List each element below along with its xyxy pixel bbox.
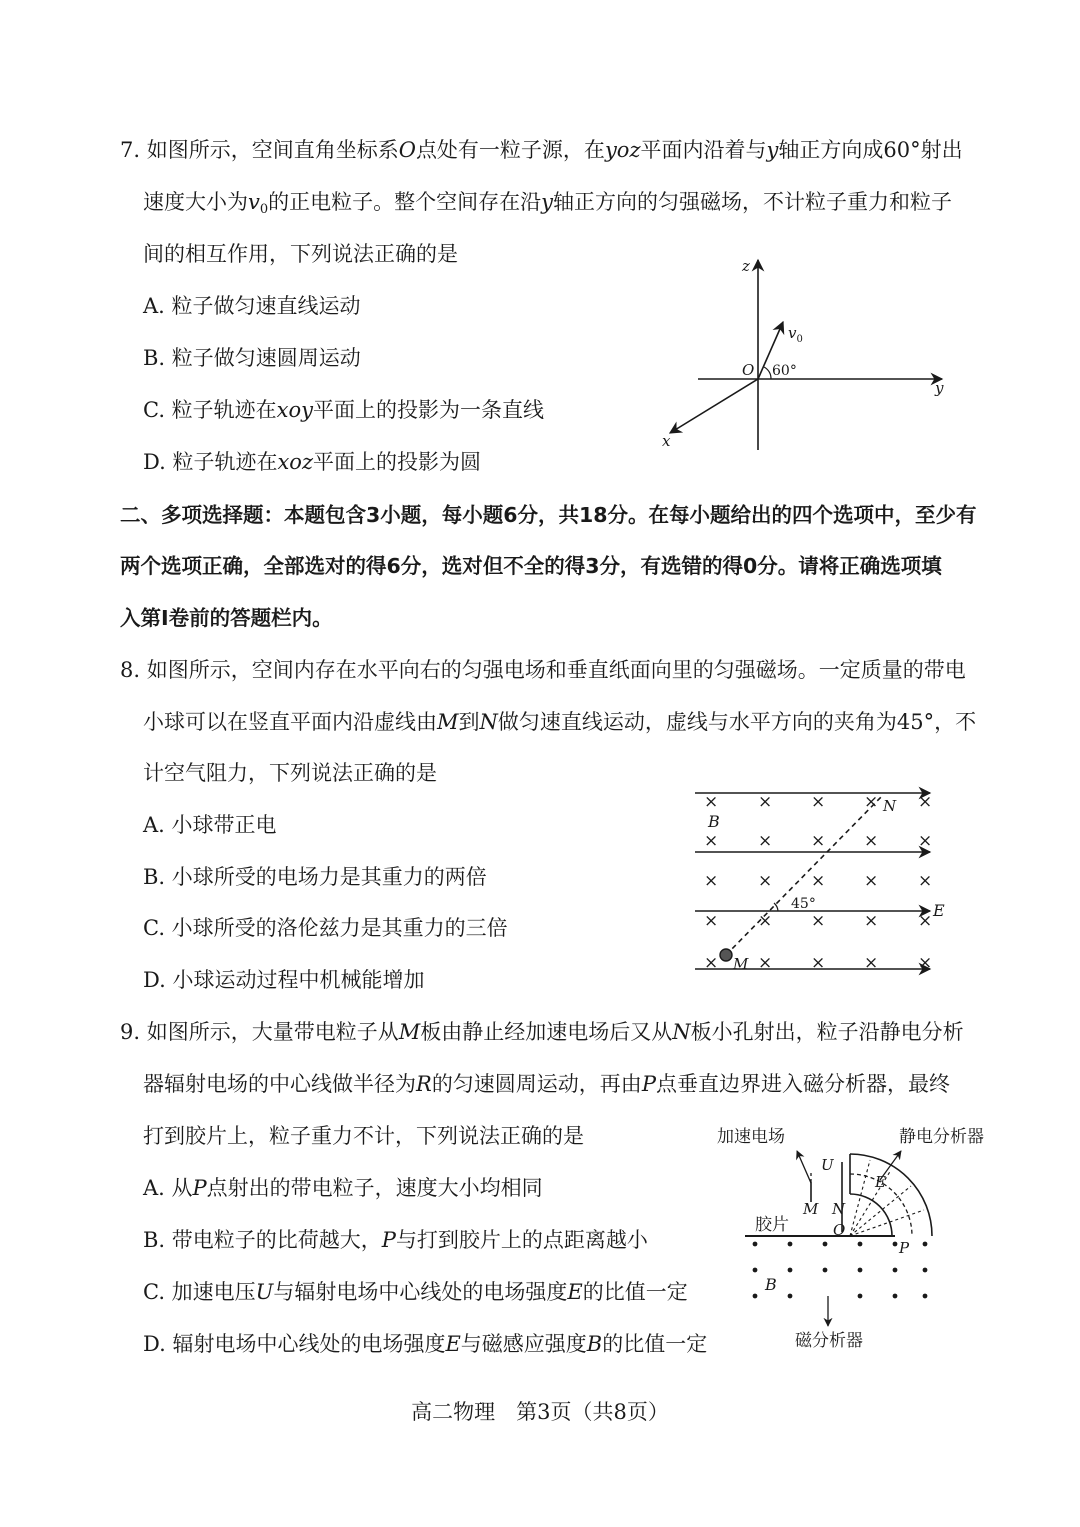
p-label: P	[899, 1239, 910, 1257]
accelerating-field-label: 加速电场	[717, 1127, 785, 1147]
q7-option-a: A. 粒子做匀速直线运动	[143, 294, 361, 318]
x-axis	[670, 379, 758, 433]
cross: ×	[758, 953, 773, 973]
cross: ×	[704, 831, 719, 851]
q9-option-a: A. 从P点射出的带电粒子，速度大小均相同	[143, 1176, 543, 1200]
q9-line-2: 器辐射电场的中心线做半径为R的匀速圆周运动，再由P点垂直边界进入磁分析器，最终	[143, 1072, 950, 1096]
y-label: y	[935, 379, 944, 397]
section2-line-2: 两个选项正确，全部选对的得6分，选对但不全的得3分，有选错的得0分。请将正确选项填	[120, 554, 942, 578]
q8-field-figure	[690, 780, 960, 980]
cross: ×	[811, 831, 826, 851]
q7-line-1: 7. 如图所示，空间直角坐标系O点处有一粒子源，在yoz平面内沿着与y轴正方向成60°射出	[120, 138, 963, 162]
v0-label: $v_0$	[788, 324, 803, 345]
cross: ×	[811, 871, 826, 891]
cross: ×	[864, 953, 879, 973]
angle-arc	[764, 367, 771, 379]
o-label: O	[833, 1221, 846, 1239]
cross: ×	[864, 911, 879, 931]
accel-pointer	[797, 1151, 811, 1183]
m-label: M	[733, 955, 749, 973]
m-label: M	[803, 1200, 819, 1218]
cross: ×	[811, 792, 826, 812]
angle-label: 60°	[772, 363, 797, 379]
x-label: x	[662, 432, 671, 450]
cross: ×	[918, 953, 933, 973]
q8-line-3: 计空气阻力，下列说法正确的是	[143, 761, 437, 785]
q9-mass-spectrometer-figure	[715, 1120, 1005, 1355]
charged-ball	[720, 949, 732, 961]
q9-option-d: D. 辐射电场中心线处的电场强度E与磁感应强度B的比值一定	[143, 1332, 708, 1356]
q8-option-a: A. 小球带正电	[143, 813, 277, 837]
cross: ×	[811, 911, 826, 931]
z-label: z	[742, 257, 750, 275]
cross: ×	[758, 792, 773, 812]
trajectory-dashed-line	[726, 795, 883, 955]
q9-line-1: 9. 如图所示，大量带电粒子从M板由静止经加速电场后又从N板小孔射出，粒子沿静电分析	[120, 1020, 964, 1044]
q8-option-b: B. 小球所受的电场力是其重力的两倍	[143, 865, 487, 889]
section2-line-1: 二、多项选择题：本题包含3小题，每小题6分，共18分。在每小题给出的四个选项中，至少有	[120, 503, 977, 527]
cross: ×	[918, 911, 933, 931]
q9-line-3: 打到胶片上，粒子重力不计，下列说法正确的是	[143, 1124, 584, 1148]
analyzer-inner-arc	[850, 1194, 892, 1236]
b-label: B	[765, 1275, 777, 1294]
cross: ×	[918, 831, 933, 851]
q8-option-c: C. 小球所受的洛伦兹力是其重力的三倍	[143, 916, 508, 940]
n-label: N	[832, 1200, 846, 1218]
magnetic-field-crosses	[704, 792, 932, 973]
n-label: N	[883, 797, 897, 815]
q7-line-3: 间的相互作用，下列说法正确的是	[143, 242, 458, 266]
q8-line-1: 8. 如图所示，空间内存在水平向右的匀强电场和垂直纸面向里的匀强磁场。一定质量的带电	[120, 658, 966, 682]
q7-option-c: C. 粒子轨迹在xoy平面上的投影为一条直线	[143, 398, 545, 422]
origin-label: O	[742, 361, 755, 379]
cross: ×	[704, 953, 719, 973]
section2-line-3: 入第Ⅰ卷前的答题栏内。	[120, 606, 333, 630]
cross: ×	[704, 911, 719, 931]
cross: ×	[704, 871, 719, 891]
q9-option-b: B. 带电粒子的比荷越大，P与打到胶片上的点距离越小	[143, 1228, 648, 1252]
q9-option-c: C. 加速电压U与辐射电场中心线处的电场强度E的比值一定	[143, 1280, 688, 1304]
b-label: B	[708, 812, 720, 831]
magnetic-analyzer-label: 磁分析器	[795, 1331, 863, 1351]
cross: ×	[864, 871, 879, 891]
q8-option-d: D. 小球运动过程中机械能增加	[143, 968, 425, 992]
q7-option-d: D. 粒子轨迹在xoz平面上的投影为圆	[143, 450, 482, 474]
q8-line-2: 小球可以在竖直平面内沿虚线由M到N做匀速直线运动，虚线与水平方向的夹角为45°，不	[143, 710, 977, 734]
electrostatic-analyzer-label: 静电分析器	[899, 1127, 984, 1147]
cross: ×	[918, 871, 933, 891]
angle-arc	[774, 903, 778, 911]
cross: ×	[758, 911, 773, 931]
e-label: E	[933, 901, 945, 920]
q7-coordinate-figure	[650, 250, 960, 460]
angle-label: 45°	[791, 896, 816, 912]
q7-line-2: 速度大小为$v_0$的正电粒子。整个空间存在沿y轴正方向的匀强磁场，不计粒子重力和粒子	[143, 190, 953, 217]
cross: ×	[704, 792, 719, 812]
cross: ×	[918, 792, 933, 812]
u-label: U	[821, 1156, 834, 1174]
film-label: 胶片	[755, 1215, 789, 1235]
cross: ×	[864, 831, 879, 851]
cross: ×	[864, 792, 879, 812]
e-label: E	[875, 1173, 886, 1191]
q7-option-b: B. 粒子做匀速圆周运动	[143, 346, 361, 370]
cross: ×	[758, 871, 773, 891]
cross: ×	[811, 953, 826, 973]
cross: ×	[758, 831, 773, 851]
page-footer: 高二物理 第3页（共8页）	[411, 1400, 669, 1424]
